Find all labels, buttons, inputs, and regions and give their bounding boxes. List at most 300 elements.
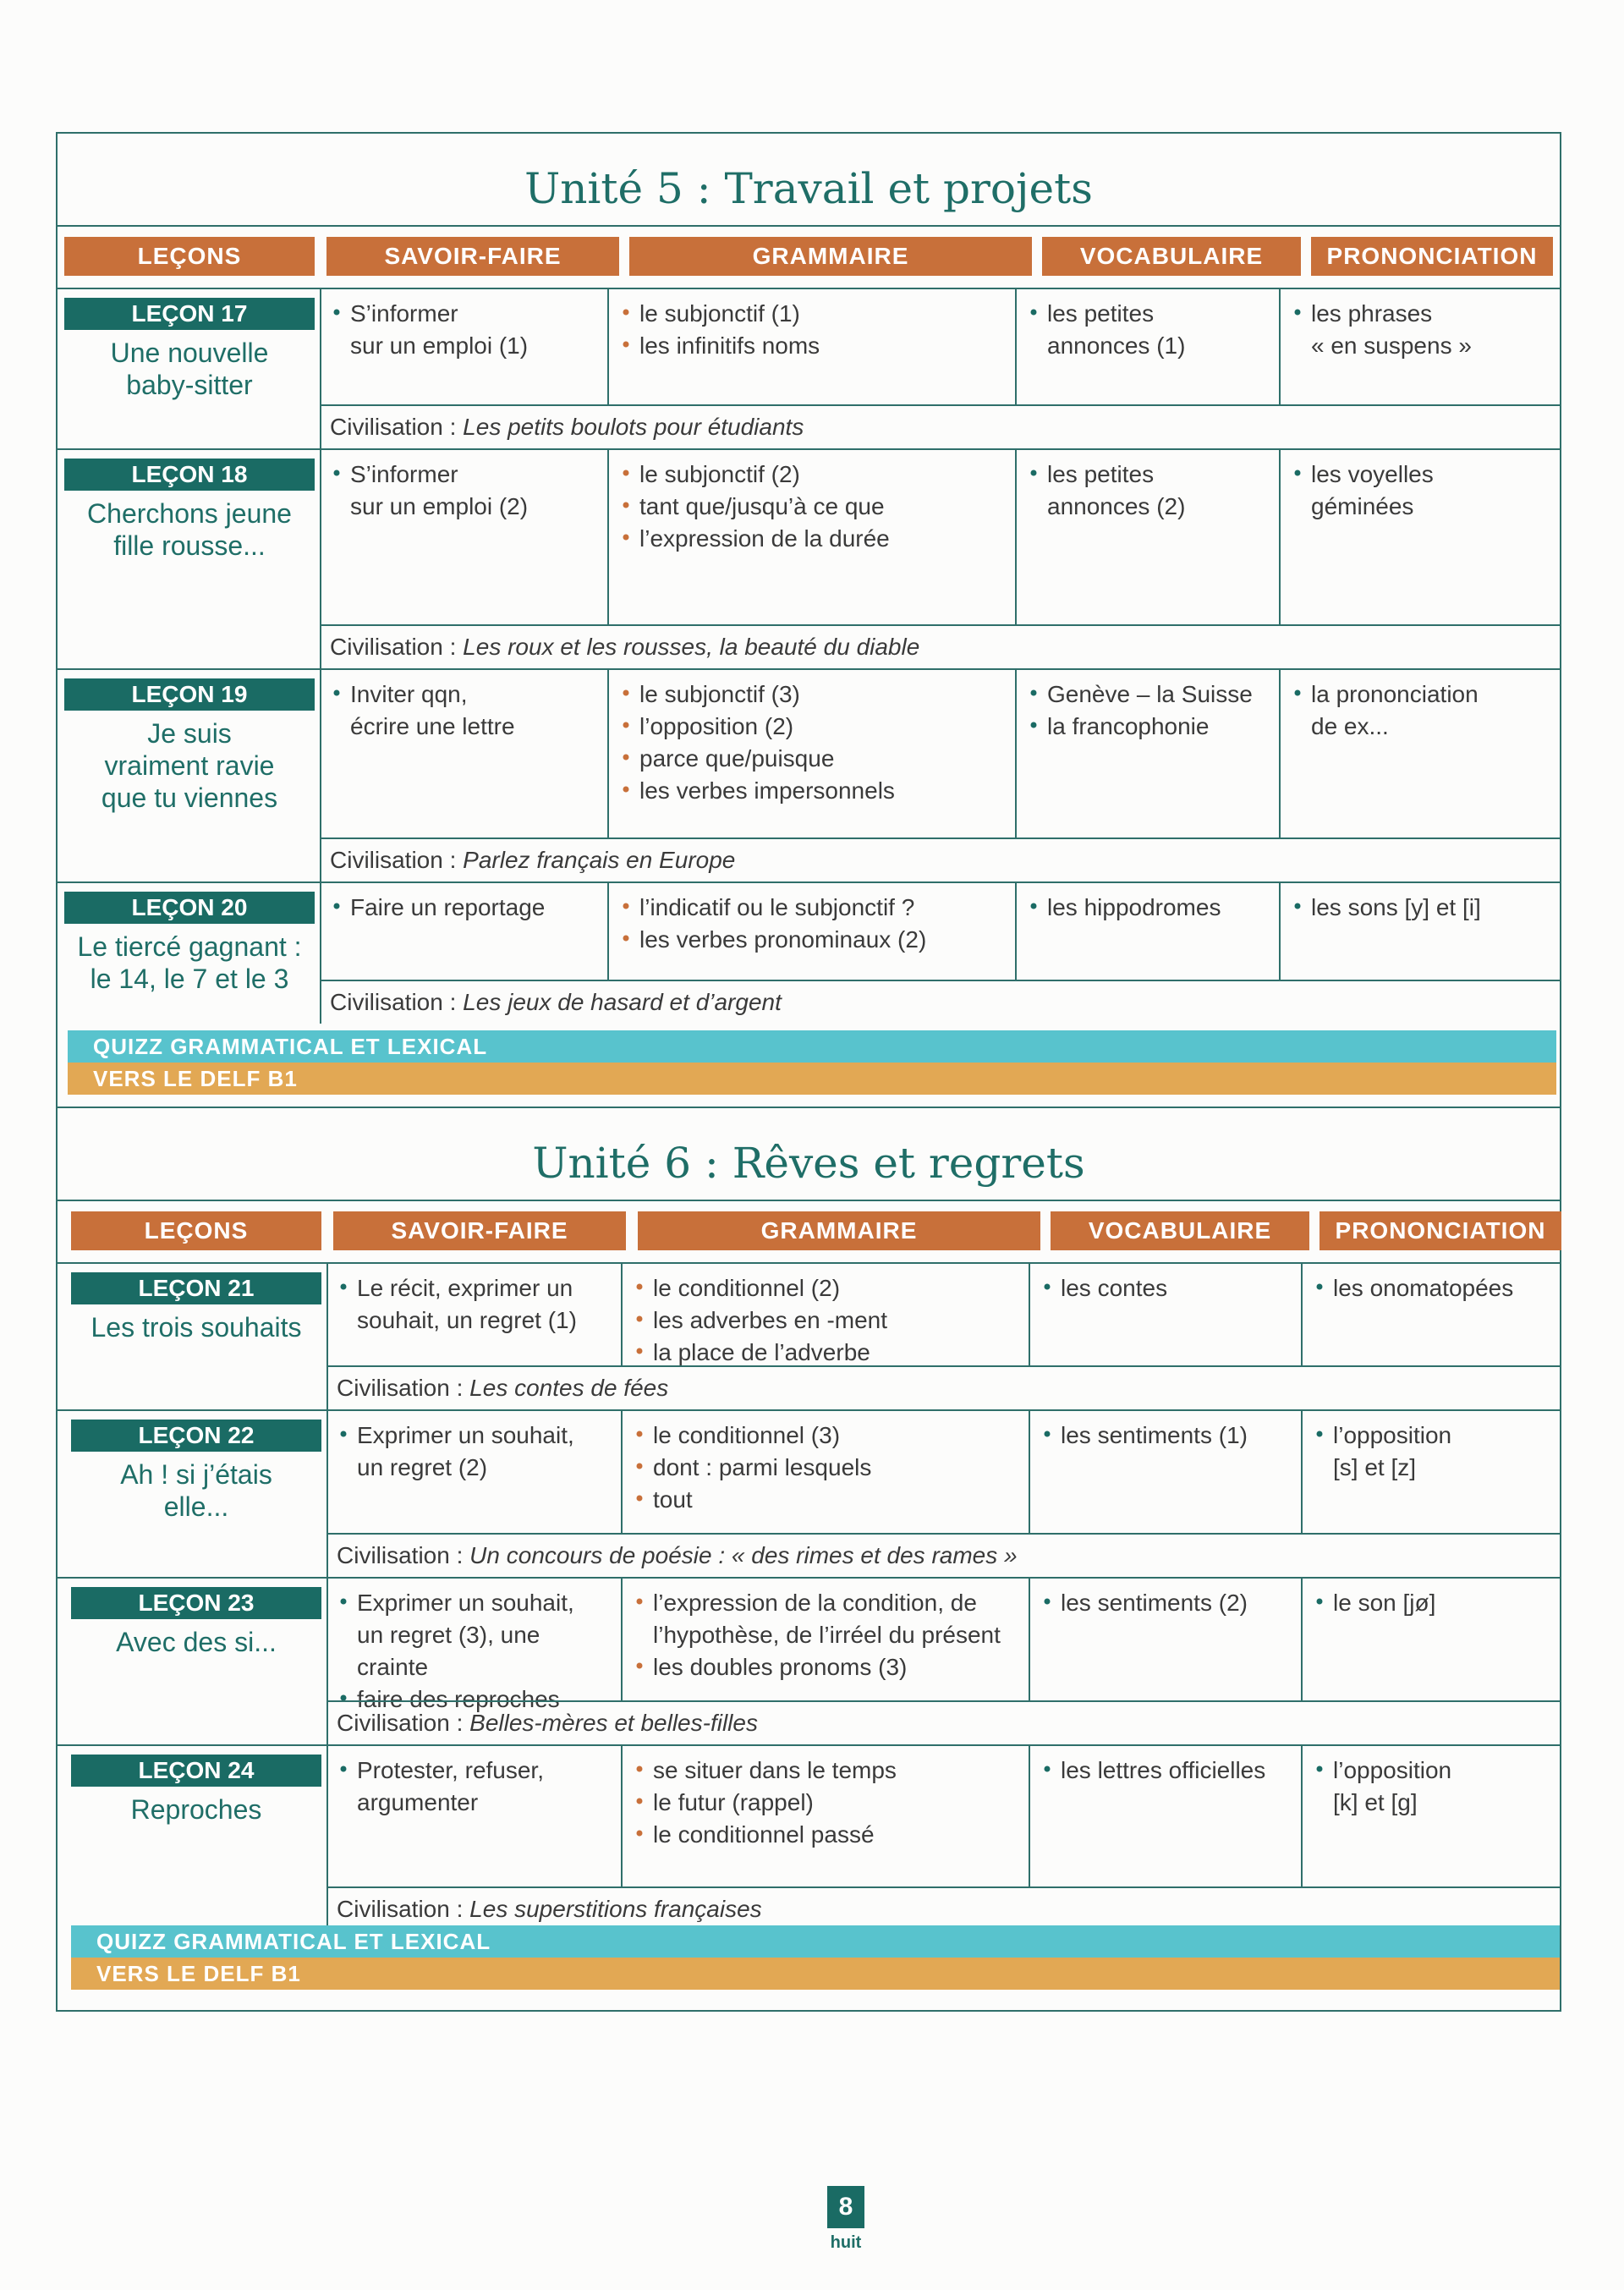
list-item	[1292, 678, 1551, 711]
civilisation-label: Civilisation :	[337, 1542, 464, 1568]
page-number-word: huit	[830, 2233, 862, 2252]
list-item	[634, 1787, 1018, 1819]
list-item	[338, 1304, 611, 1337]
quiz-bar-unit-6: QUIZZ GRAMMATICAL ET LEXICAL	[71, 1925, 1560, 1958]
list-item	[1292, 330, 1551, 362]
list-item-text: annonces (1)	[1047, 332, 1186, 359]
bullet-icon	[623, 470, 629, 476]
civilisation-row	[321, 837, 1561, 881]
bullet-icon	[1294, 689, 1301, 696]
civilisation-row	[328, 1365, 1561, 1409]
bullet-icon	[623, 754, 629, 761]
cell-savoir	[321, 289, 609, 404]
list-item	[332, 711, 597, 743]
list-item	[338, 1755, 611, 1787]
bullet-icon	[636, 1798, 643, 1804]
bullet-list	[1314, 1755, 1551, 1819]
lesson-columns	[321, 450, 1561, 624]
list-item	[1314, 1787, 1551, 1819]
list-item-text: Genève – la Suisse	[1047, 681, 1253, 707]
list-item-text: annonces (2)	[1047, 493, 1186, 519]
cell-grammaire	[611, 670, 1017, 837]
cell-vocabulaire	[1018, 450, 1281, 624]
bullet-icon	[636, 1598, 643, 1605]
bullet-icon	[636, 1495, 643, 1502]
civilisation-row	[328, 1533, 1561, 1577]
civilisation-text: Les contes de fées	[469, 1375, 669, 1401]
cell-grammaire	[611, 289, 1017, 404]
list-item	[621, 298, 1005, 330]
bullet-icon	[1044, 1598, 1051, 1605]
bullet-icon	[623, 309, 629, 316]
bullet-icon	[1044, 1283, 1051, 1290]
bullet-icon	[623, 786, 629, 793]
bullet-icon	[623, 341, 629, 348]
bullet-icon	[623, 689, 629, 696]
lesson-22	[56, 1409, 1561, 1577]
civilisation-label: Civilisation :	[330, 414, 457, 440]
lesson-title	[64, 497, 315, 562]
cell-grammaire	[611, 883, 1017, 980]
bullet-list	[338, 1587, 611, 1716]
lesson-columns	[321, 883, 1561, 980]
civilisation-text: Les petits boulots pour étudiants	[463, 414, 804, 440]
header-lecons: LEÇONS	[64, 237, 315, 276]
lesson-21	[56, 1264, 1561, 1409]
cell-grammaire	[611, 450, 1017, 624]
list-item	[634, 1587, 1018, 1619]
lesson-17	[56, 289, 1561, 448]
bullet-icon	[623, 722, 629, 728]
list-item-text: les sentiments (1)	[1061, 1422, 1248, 1448]
lesson-label-cell	[56, 289, 321, 448]
cell-prononciation	[1282, 670, 1561, 837]
bullet-list	[621, 678, 1005, 807]
list-item-text: Protester, refuser,	[357, 1757, 544, 1783]
bullet-icon	[1316, 1431, 1323, 1437]
lesson-title-line: Avec des si...	[116, 1627, 277, 1657]
unit-title-text: Travail et projets	[724, 164, 1093, 213]
list-item	[1292, 459, 1551, 491]
list-item	[1314, 1272, 1551, 1304]
lesson-title-line: le 14, le 7 et le 3	[90, 964, 289, 994]
lesson-title-line: Cherchons jeune	[87, 498, 292, 529]
unit-5	[56, 132, 1561, 1024]
lesson-badge: LEÇON 18	[64, 459, 315, 491]
cell-prononciation	[1304, 1411, 1561, 1533]
lesson-columns	[328, 1411, 1561, 1533]
bullet-list	[338, 1755, 611, 1819]
bullet-icon	[1030, 722, 1037, 728]
bullet-list	[1042, 1587, 1291, 1619]
header-vocabulaire: VOCABULAIRE	[1051, 1211, 1309, 1250]
civilisation-row	[321, 404, 1561, 448]
bullet-icon	[1294, 470, 1301, 476]
header-savoir-faire: SAVOIR-FAIRE	[326, 237, 619, 276]
list-item-text: les voyelles	[1311, 461, 1434, 487]
cell-savoir	[328, 1411, 623, 1533]
bullet-list	[621, 298, 1005, 362]
bullet-list	[634, 1755, 1018, 1851]
bullet-list	[338, 1272, 611, 1337]
lesson-badge: LEÇON 17	[64, 298, 315, 330]
civilisation-text: Les jeux de hasard et d’argent	[463, 989, 782, 1015]
list-item	[621, 491, 1005, 523]
lesson-label-cell	[56, 883, 321, 1024]
list-item	[1029, 678, 1269, 711]
lesson-badge: LEÇON 22	[71, 1420, 321, 1452]
header-lecons: LEÇONS	[71, 1211, 321, 1250]
civilisation-text: Parlez français en Europe	[463, 847, 736, 873]
list-item-text: les onomatopées	[1333, 1275, 1514, 1301]
unit-6	[56, 1107, 1561, 1930]
cell-prononciation	[1282, 883, 1561, 980]
cell-savoir	[321, 670, 609, 837]
bullet-list	[1314, 1272, 1551, 1304]
delf-bar-unit-5: VERS LE DELF B1	[68, 1063, 1556, 1095]
list-item-text: [s] et [z]	[1333, 1454, 1417, 1480]
list-item-text: le conditionnel (2)	[653, 1275, 841, 1301]
list-item	[621, 924, 1005, 956]
lesson-18	[56, 448, 1561, 668]
bullet-list	[634, 1272, 1018, 1369]
list-item-text: la prononciation	[1311, 681, 1479, 707]
bullet-icon	[1044, 1431, 1051, 1437]
list-item	[621, 678, 1005, 711]
civilisation-label: Civilisation :	[330, 847, 457, 873]
lesson-title	[71, 1458, 321, 1523]
list-item-text: l’opposition (2)	[639, 713, 794, 739]
list-item	[1042, 1755, 1291, 1787]
list-item	[338, 1787, 611, 1819]
lesson-title-line: Le tiercé gagnant :	[77, 931, 302, 962]
bullet-icon	[623, 903, 629, 909]
list-item-text: Exprimer un souhait,	[357, 1590, 574, 1616]
bullet-icon	[636, 1431, 643, 1437]
bullet-icon	[1316, 1598, 1323, 1605]
bullet-icon	[340, 1766, 347, 1772]
list-item	[1292, 491, 1551, 523]
lesson-title	[64, 931, 315, 995]
lesson-label-cell	[63, 1579, 328, 1744]
lesson-title-line: Ah ! si j’étais	[120, 1459, 272, 1490]
list-item-text: l’expression de la durée	[639, 525, 890, 552]
list-item-text: Faire un reportage	[350, 894, 546, 920]
lesson-title-line: que tu viennes	[101, 783, 278, 813]
bullet-list	[1314, 1587, 1551, 1619]
bullet-list	[1029, 298, 1269, 362]
list-item-text: les sons [y] et [i]	[1311, 894, 1481, 920]
list-item	[332, 330, 597, 362]
list-item-text: les doubles pronoms (3)	[653, 1654, 908, 1680]
lesson-columns	[328, 1579, 1561, 1712]
lesson-label-cell	[56, 670, 321, 881]
cell-savoir	[328, 1579, 623, 1712]
list-item	[338, 1420, 611, 1452]
bullet-icon	[623, 534, 629, 541]
list-item	[634, 1651, 1018, 1683]
list-item	[338, 1272, 611, 1304]
lesson-title-line: Les trois souhaits	[91, 1312, 302, 1343]
page-number: 8	[827, 2186, 864, 2228]
list-item	[621, 775, 1005, 807]
list-item-text: le conditionnel passé	[653, 1821, 875, 1848]
list-item-text: les verbes pronominaux (2)	[639, 926, 927, 953]
list-item-text: se situer dans le temps	[653, 1757, 897, 1783]
bullet-list	[1314, 1420, 1551, 1484]
civilisation-label: Civilisation :	[337, 1896, 464, 1922]
bullet-list	[621, 892, 1005, 956]
bullet-list	[634, 1587, 1018, 1683]
list-item	[634, 1420, 1018, 1452]
lesson-badge: LEÇON 20	[64, 892, 315, 924]
list-item	[634, 1484, 1018, 1516]
list-item-text: tout	[653, 1486, 693, 1513]
civilisation-row	[321, 624, 1561, 668]
bullet-icon	[333, 903, 340, 909]
bullet-icon	[1030, 689, 1037, 696]
list-item-text: les verbes impersonnels	[639, 777, 895, 804]
civilisation-row	[321, 980, 1561, 1024]
civilisation-text: Les roux et les rousses, la beauté du diable	[463, 634, 920, 660]
cell-grammaire	[624, 1746, 1030, 1886]
list-item-text: l’indicatif ou le subjonctif ?	[639, 894, 915, 920]
lesson-title-line: fille rousse...	[113, 530, 266, 561]
bullet-list	[1042, 1272, 1291, 1304]
civilisation-row	[328, 1700, 1561, 1744]
lesson-title-line: vraiment ravie	[104, 750, 275, 781]
header-vocabulaire: VOCABULAIRE	[1042, 237, 1301, 276]
bullet-list	[332, 298, 597, 362]
bullet-list	[1292, 459, 1551, 523]
list-item	[1314, 1755, 1551, 1787]
list-item	[634, 1452, 1018, 1484]
unit-title-prefix: Unité 6 :	[532, 1139, 732, 1188]
list-item-text: l’expression de la condition, de	[653, 1590, 977, 1616]
unit-title	[56, 1108, 1561, 1201]
bullet-list	[1029, 678, 1269, 743]
list-item-text: le subjonctif (2)	[639, 461, 800, 487]
lesson-badge: LEÇON 21	[71, 1272, 321, 1304]
list-item	[338, 1619, 611, 1683]
bullet-list	[634, 1420, 1018, 1516]
bullet-icon	[1294, 309, 1301, 316]
list-item	[1042, 1420, 1291, 1452]
lesson-badge: LEÇON 24	[71, 1755, 321, 1787]
civilisation-row	[328, 1886, 1561, 1930]
bullet-list	[1029, 892, 1269, 924]
lesson-label-cell	[63, 1264, 328, 1409]
list-item-text: le conditionnel (3)	[653, 1422, 841, 1448]
list-item	[338, 1452, 611, 1484]
list-item-text: sur un emploi (2)	[350, 493, 529, 519]
bullet-icon	[340, 1431, 347, 1437]
civilisation-text: Belles-mères et belles-filles	[469, 1710, 758, 1736]
list-item-text: le subjonctif (1)	[639, 300, 800, 327]
list-item-text: les petites	[1047, 300, 1155, 327]
bullet-icon	[1294, 903, 1301, 909]
list-item	[1042, 1587, 1291, 1619]
list-item	[621, 330, 1005, 362]
list-item-text: la francophonie	[1047, 713, 1210, 739]
list-item	[621, 743, 1005, 775]
lesson-label-cell	[63, 1411, 328, 1577]
list-item-text: S’informer	[350, 300, 458, 327]
list-item	[634, 1304, 1018, 1337]
list-item	[1314, 1420, 1551, 1452]
list-item	[634, 1619, 1018, 1651]
bullet-list	[332, 459, 597, 523]
list-item	[332, 491, 597, 523]
lesson-title-line: baby-sitter	[126, 370, 253, 400]
list-item	[1029, 330, 1269, 362]
list-item-text: les hippodromes	[1047, 894, 1221, 920]
civilisation-text: Les superstitions françaises	[469, 1896, 762, 1922]
list-item-text: dont : parmi lesquels	[653, 1454, 872, 1480]
lessons-unit-5	[56, 288, 1561, 1024]
list-item	[1029, 459, 1269, 491]
cell-prononciation	[1282, 450, 1561, 624]
cell-vocabulaire	[1032, 1579, 1303, 1700]
cell-vocabulaire	[1018, 883, 1281, 980]
bullet-list	[332, 892, 597, 924]
list-item-text: souhait, un regret (1)	[357, 1307, 577, 1333]
header-prononciation: PRONONCIATION	[1311, 237, 1553, 276]
bullet-icon	[636, 1348, 643, 1354]
header-grammaire: GRAMMAIRE	[629, 237, 1032, 276]
bullet-icon	[1030, 309, 1037, 316]
lesson-label-cell	[63, 1746, 328, 1930]
list-item	[1292, 892, 1551, 924]
bullet-icon	[333, 309, 340, 316]
cell-savoir	[321, 450, 609, 624]
lesson-19	[56, 668, 1561, 881]
list-item	[621, 523, 1005, 555]
list-item	[332, 678, 597, 711]
list-item-text: les petites	[1047, 461, 1155, 487]
lesson-20	[56, 881, 1561, 1024]
list-item-text: S’informer	[350, 461, 458, 487]
unit-title	[56, 132, 1561, 227]
list-item-text: Exprimer un souhait,	[357, 1422, 574, 1448]
bullet-icon	[636, 1463, 643, 1469]
cell-savoir	[328, 1746, 623, 1886]
list-item-text: les phrases	[1311, 300, 1433, 327]
civilisation-label: Civilisation :	[330, 989, 457, 1015]
list-item	[621, 892, 1005, 924]
header-prononciation: PRONONCIATION	[1320, 1211, 1561, 1250]
list-item	[634, 1755, 1018, 1787]
lesson-columns	[328, 1264, 1561, 1365]
list-item	[621, 459, 1005, 491]
cell-vocabulaire	[1018, 670, 1281, 837]
bullet-list	[332, 678, 597, 743]
lesson-title	[71, 1626, 321, 1658]
cell-prononciation	[1304, 1746, 1561, 1886]
list-item-text: les contes	[1061, 1275, 1168, 1301]
list-item	[332, 459, 597, 491]
cell-grammaire	[624, 1411, 1030, 1533]
list-item-text: l’opposition	[1333, 1757, 1452, 1783]
bullet-icon	[636, 1830, 643, 1837]
lesson-23	[56, 1577, 1561, 1744]
lesson-title-line: elle...	[163, 1491, 229, 1522]
list-item-text: tant que/jusqu’à ce que	[639, 493, 885, 519]
list-item	[1029, 892, 1269, 924]
cell-prononciation	[1282, 289, 1561, 404]
bullet-icon	[333, 689, 340, 696]
bullet-list	[338, 1420, 611, 1484]
cell-savoir	[328, 1264, 623, 1365]
cell-prononciation	[1304, 1264, 1561, 1365]
list-item	[1292, 298, 1551, 330]
bullet-list	[1292, 298, 1551, 362]
civilisation-text: Un concours de poésie : « des rimes et des rames »	[469, 1542, 1018, 1568]
bullet-icon	[1030, 903, 1037, 909]
lesson-24	[56, 1744, 1561, 1930]
list-item-text: parce que/puisque	[639, 745, 835, 772]
list-item-text: un regret (3), une crainte	[357, 1622, 540, 1680]
bullet-list	[621, 459, 1005, 555]
quiz-bar-unit-5: QUIZZ GRAMMATICAL ET LEXICAL	[68, 1030, 1556, 1063]
bullet-icon	[636, 1766, 643, 1772]
lesson-badge: LEÇON 23	[71, 1587, 321, 1619]
lesson-badge: LEÇON 19	[64, 678, 315, 711]
cell-grammaire	[624, 1579, 1030, 1700]
list-item-text: argumenter	[357, 1789, 479, 1815]
list-item	[1029, 491, 1269, 523]
list-item-text: de ex...	[1311, 713, 1389, 739]
list-item-text: les sentiments (2)	[1061, 1590, 1248, 1616]
column-headers	[56, 1201, 1561, 1262]
cell-savoir	[321, 883, 609, 980]
list-item	[1029, 298, 1269, 330]
bullet-icon	[636, 1662, 643, 1669]
list-item	[332, 298, 597, 330]
list-item	[634, 1272, 1018, 1304]
bullet-icon	[636, 1315, 643, 1322]
bullet-icon	[1316, 1283, 1323, 1290]
list-item-text: le son [jø]	[1333, 1590, 1436, 1616]
lesson-title-line: Je suis	[147, 718, 232, 749]
lesson-title	[71, 1793, 321, 1826]
list-item-text: Le récit, exprimer un	[357, 1275, 573, 1301]
list-item	[338, 1587, 611, 1619]
bullet-icon	[333, 470, 340, 476]
bullet-icon	[1316, 1766, 1323, 1772]
list-item-text: sur un emploi (1)	[350, 332, 529, 359]
bullet-icon	[340, 1598, 347, 1605]
bullet-icon	[1044, 1766, 1051, 1772]
cell-vocabulaire	[1032, 1411, 1303, 1533]
list-item-text: Inviter qqn,	[350, 681, 468, 707]
list-item-text: le subjonctif (3)	[639, 681, 800, 707]
column-headers	[56, 227, 1561, 288]
list-item	[1292, 711, 1551, 743]
list-item-text: les lettres officielles	[1061, 1757, 1266, 1783]
header-savoir-faire: SAVOIR-FAIRE	[333, 1211, 626, 1250]
bullet-icon	[636, 1283, 643, 1290]
list-item	[634, 1337, 1018, 1369]
list-item	[1042, 1272, 1291, 1304]
list-item-text: écrire une lettre	[350, 713, 515, 739]
bullet-list	[1029, 459, 1269, 523]
lesson-title	[71, 1311, 321, 1343]
list-item-text: « en suspens »	[1311, 332, 1472, 359]
cell-vocabulaire	[1032, 1746, 1303, 1886]
civilisation-label: Civilisation :	[330, 634, 457, 660]
bullet-list	[1292, 678, 1551, 743]
